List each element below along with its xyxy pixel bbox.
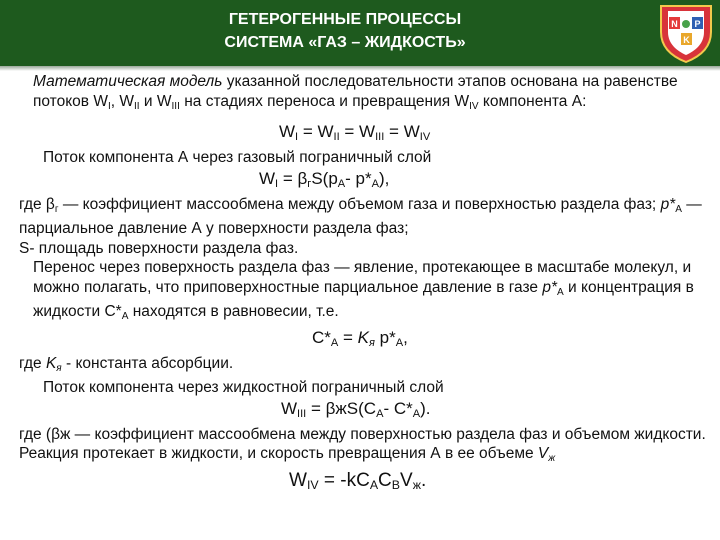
equation-flux-balance: $W_I = W_{II} = W_{III} = W_{IV}$ (279, 122, 431, 143)
logo-letter-k: K (683, 35, 690, 45)
reaction-sentence: Реакция протекает в жидкости, и скорость превращения А в ее объеме $V_ж$ (19, 445, 556, 464)
liquid-flow-heading: Поток компонента через жидкостной пограничный слой (43, 379, 444, 396)
gas-coefficient-definition: где $\beta_г$ — коэффициент массообмена между объемом газа и поверхностью раздела фаз; $p*_A$ — парциальное давление А у поверхности раздела фаз; (19, 195, 702, 237)
intro-paragraph: Математическая модель указанной последовательности этапов основана на равенстве потоков $W_I$, $W_{II}$ и $W_{III}$ на стадиях переноса и превращения $W_{IV}$ компонента А: (33, 73, 678, 112)
equation-equilibrium: $C*_A = K_я$ $p*_A$, (312, 327, 408, 349)
logo-letter-p: P (694, 19, 701, 29)
absorption-constant-definition: где $K_я$ - константа абсорбции. (19, 354, 234, 374)
shield-emblem-icon (655, 2, 717, 64)
equation-liquid-flow: $W_{III} = \beta жS(C_A-$ $C*_A$). (281, 398, 431, 420)
gas-flow-heading: Поток компонента А через газовый пограничный слой (43, 149, 432, 166)
equation-reaction-rate: $W_{IV} = -kC_AC_BV_ж$. (289, 469, 427, 492)
area-definition: S- площадь поверхности раздела фаз. (19, 239, 299, 257)
logo-letter-n: N (671, 19, 678, 29)
slide-title-line1: ГЕТЕРОГЕННЫЕ ПРОЦЕССЫ (228, 11, 462, 28)
interface-transfer-paragraph: Перенос через поверхность раздела фаз — явление, протекающее в масштабе молекул, и можно полагать, что приповерхностные парциальное давление в газе $p*_A$ и концентрация в жидкости $C*_A$ находятся в равновесии, т.е. (33, 259, 694, 322)
slide-title-line2: СИСТЕМА «ГАЗ – ЖИДКОСТЬ» (224, 34, 466, 51)
slide-body (19, 72, 709, 497)
equation-gas-flow: $W_I = \beta_гS(p_A-$ $p*_A$), (259, 168, 390, 190)
liquid-coefficient-definition: где (βж — коэффициент массообмена между поверхностью раздела фаз и объемом жидкости. (19, 425, 706, 443)
title-band-shadow (0, 66, 720, 71)
